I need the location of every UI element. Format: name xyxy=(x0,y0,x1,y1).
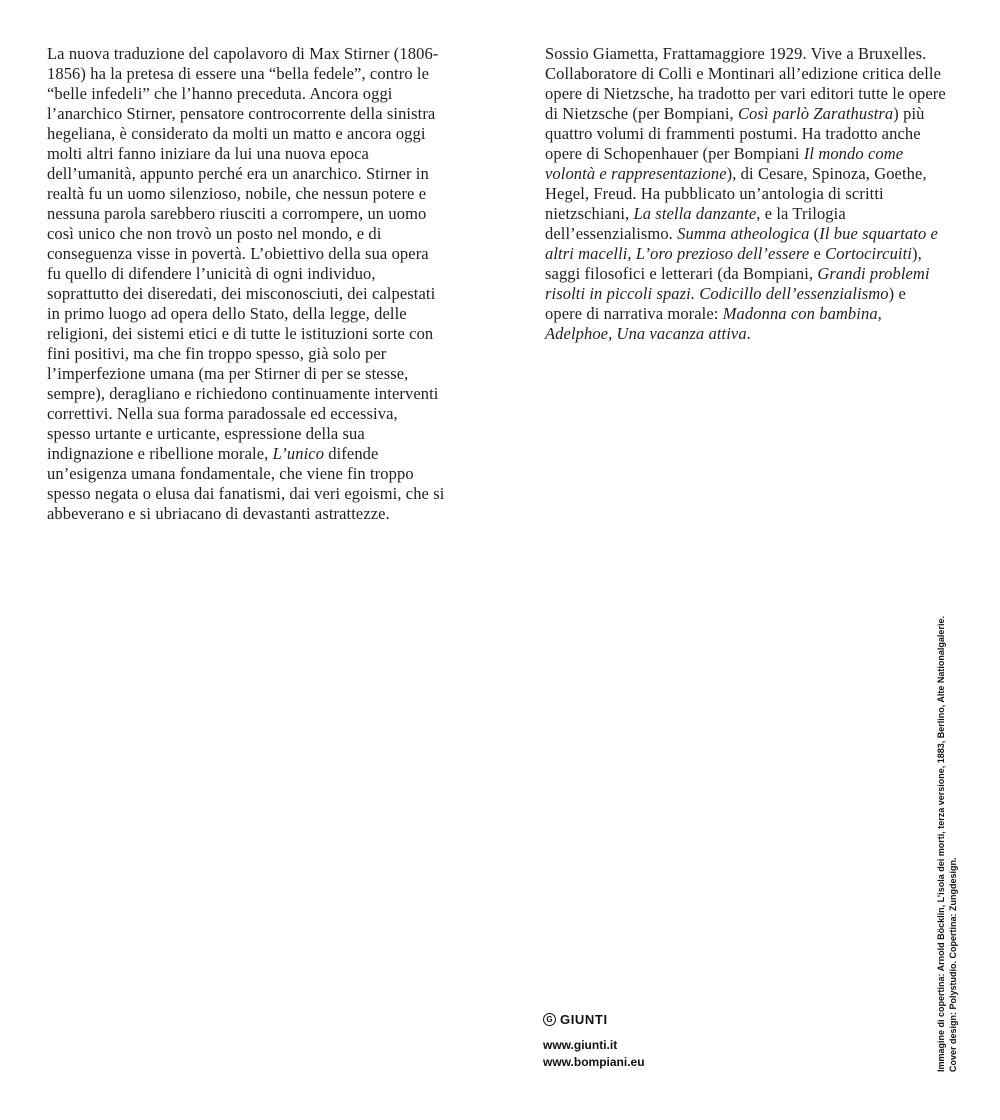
giunti-logo xyxy=(543,1012,645,1027)
right-column-text: Sossio Giametta, Frattamaggiore 1929. Vive a Bruxelles. Collaboratore di Colli e Montinari all’edizione critica delle opere di Nietzsche, ha tradotto per vari editori tutte le opere di Nietzsche (per Bompiani, Così parlò Zarathustra) più quattro volumi di frammenti postumi. Ha tradotto anche opere di Schopenhauer (per Bompiani Il mondo come volontà e rappresentazione), di Cesare, Spinoza, Goethe, Hegel, Freud. Ha pubblicato un’antologia di scritti nietzschiani, La stella danzante, e la Trilogia dell’essenzialismo. Summa atheologica (Il bue squartato e altri macelli, L’oro prezioso dell’essere e Cortocircuiti), saggi filosofici e letterari (da Bompiani, Grandi problemi risolti in piccoli spazi. Codicillo dell’essenzialismo) e opere di narrativa morale: Madonna con bambina, Adelphoe, Una vacanza attiva. xyxy=(545,44,946,343)
giunti-logo-letter: G xyxy=(546,1015,553,1024)
cover-credit-vertical-text xyxy=(936,616,959,1072)
credit-line-design: Cover design: Polystudio. Copertina: Zungdesign. xyxy=(947,857,958,1072)
giunti-logo-icon xyxy=(543,1013,556,1026)
publisher-footer xyxy=(543,1012,645,1071)
giunti-website-url: www.giunti.it xyxy=(543,1038,618,1052)
left-column-text: La nuova traduzione del capolavoro di Max Stirner (1806-1856) ha la pretesa di essere una “bella fedele”, contro le “belle infedeli” che l’hanno preceduta. Ancora oggi l’anarchico Stirner, pensatore controcorrente della sinistra hegeliana, è considerato da molti un matto e ancora oggi molti altri fanno iniziare da lui una nuova epoca dell’umanità, appunto perché era un anarchico. Stirner in realtà fu un uomo silenzioso, nobile, che nessun potere e nessuna parola sarebbero riusciti a corrompere, un uomo così unico che non trovò un posto nel mondo, e di conseguenza visse in povertà. L’obiettivo della sua opera fu quello di difendere l’unicità di ogni individuo, soprattutto dei diseredati, dei misconosciuti, dei calpestati in primo luogo ad opera dello Stato, della legge, delle religioni, dei sistemi etici e di tutte le istituzioni sorte con fini positivi, ma che fin troppo spesso, già solo per l’imperfezione umana (ma per Stirner di per se stesse, sempre), deragliano e richiedono continuamente interventi correttivi. Nella sua forma paradossale ed eccessiva, spesso urtante e urticante, espressione della sua indignazione e ribellione morale, L’unico difende un’esigenza umana fondamentale, che viene fin troppo spesso negata o elusa dai fanatismi, dai veri egoismi, che si abbeverano e si ubriacano di devastanti astrattezze. xyxy=(47,44,445,523)
credit-line-image: Immagine di copertina: Arnold Böcklin, L’isola dei morti, terza versione, 1883, Berlino, Alte Nationalgalerie. xyxy=(936,616,946,1072)
bompiani-website-url: www.bompiani.eu xyxy=(543,1055,645,1069)
publisher-name: GIUNTI xyxy=(560,1012,608,1027)
